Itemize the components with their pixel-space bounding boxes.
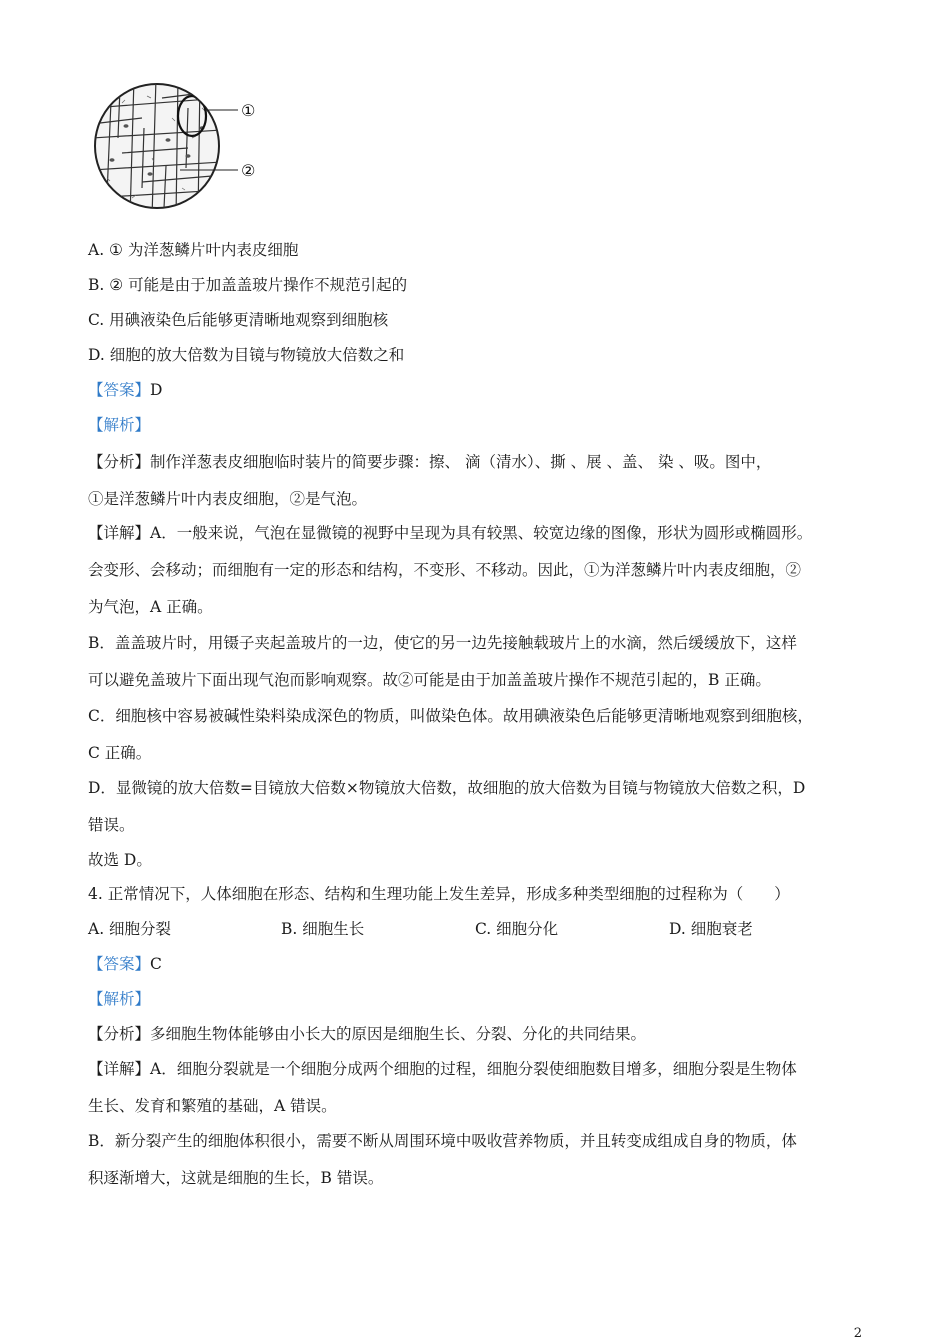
- q3-xiangjie-c-2: C 正确。: [88, 744, 152, 762]
- q3-answer: [88, 379, 162, 401]
- fenxi-tag: 【分析】: [88, 1025, 151, 1043]
- xiangjie-tag: 【详解】: [88, 1060, 151, 1078]
- figure-label-1: ①: [241, 101, 256, 120]
- q3-xiangjie-b-1: B．盖盖玻片时，用镊子夹起盖玻片的一边，使它的另一边先接触载玻片上的水滴，然后缓缓放下，这样: [88, 634, 797, 652]
- q4-xiangjie-a-1: [88, 1058, 797, 1080]
- q4-option-c: C. 细胞分化: [475, 920, 559, 938]
- q4-stem: 4. 正常情况下，人体细胞在形态、结构和生理功能上发生差异，形成多种类型细胞的过程称为（ ）: [88, 885, 790, 903]
- q4-xiangjie-b-1: B．新分裂产生的细胞体积很小，需要不断从周围环境中吸收营养物质，并且转变成组成自身的物质，体: [88, 1132, 797, 1150]
- fenxi-text: 制作洋葱表皮细胞临时装片的简要步骤：擦、 滴（清水）、撕 、展 、盖、 染 、吸。图中，: [150, 453, 772, 471]
- q3-fenxi-line-1: [88, 451, 771, 473]
- q3-option-a: A. ① 为洋葱鳞片叶内表皮细胞: [88, 241, 299, 259]
- q3-analysis-tag: [88, 414, 150, 436]
- q4-option-a: A. 细胞分裂: [88, 920, 172, 938]
- q3-xiangjie-d-1: D．显微镜的放大倍数=目镜放大倍数×物镜放大倍数，故细胞的放大倍数为目镜与物镜放大倍数之积，D: [88, 779, 806, 797]
- analysis-tag: 【解析】: [88, 416, 151, 434]
- q4-option-d: D. 细胞衰老: [669, 920, 753, 938]
- answer-tag: 【答案】: [88, 955, 151, 973]
- q3-option-c: C. 用碘液染色后能够更清晰地观察到细胞核: [88, 311, 389, 329]
- q4-fenxi: [88, 1023, 646, 1045]
- answer-tag: 【答案】: [88, 381, 151, 399]
- q3-fenxi-line-2: ①是洋葱鳞片叶内表皮细胞，②是气泡。: [88, 490, 368, 508]
- q4-option-b: B. 细胞生长: [281, 920, 365, 938]
- page-number: 2: [853, 1326, 862, 1341]
- xiangjie-tag: 【详解】: [88, 524, 151, 542]
- q4-analysis-tag: [88, 988, 150, 1010]
- q3-option-b: B. ② 可能是由于加盖盖玻片操作不规范引起的: [88, 276, 408, 294]
- q4-answer: [88, 953, 162, 975]
- q3-xiangjie-a-3: 为气泡，A 正确。: [88, 598, 213, 616]
- analysis-tag: 【解析】: [88, 990, 151, 1008]
- fenxi-text: 多细胞生物体能够由小长大的原因是细胞生长、分裂、分化的共同结果。: [150, 1025, 647, 1043]
- q3-xiangjie-b-2: 可以避免盖玻片下面出现气泡而影响观察。故②可能是由于加盖盖玻片操作不规范引起的，B 正确。: [88, 671, 771, 689]
- q3-conclusion: 故选 D。: [88, 851, 152, 869]
- q3-xiangjie-a-2: 会变形、会移动；而细胞有一定的形态和结构，不变形、不移动。因此，①为洋葱鳞片叶内表皮细胞，②: [88, 561, 802, 579]
- answer-value: C: [150, 955, 162, 973]
- q4-xiangjie-a-2: 生长、发育和繁殖的基础，A 错误。: [88, 1097, 337, 1115]
- q4-xiangjie-b-2: 积逐渐增大，这就是细胞的生长，B 错误。: [88, 1169, 384, 1187]
- q3-xiangjie-c-1: C．细胞核中容易被碱性染料染成深色的物质，叫做染色体。故用碘液染色后能够更清晰地观察到细胞核，: [88, 707, 813, 725]
- fenxi-tag: 【分析】: [88, 453, 151, 471]
- figure-label-2: ②: [241, 161, 256, 180]
- xiangjie-text: A．细胞分裂就是一个细胞分成两个细胞的过程，细胞分裂使细胞数目增多，细胞分裂是生物体: [150, 1060, 797, 1078]
- answer-value: D: [150, 381, 163, 399]
- onion-cell-micrograph: [92, 78, 272, 218]
- q3-xiangjie-a-1: [88, 522, 812, 544]
- q3-xiangjie-d-2: 错误。: [88, 816, 135, 834]
- xiangjie-text: A．一般来说，气泡在显微镜的视野中呈现为具有较黑、较宽边缘的图像，形状为圆形或椭圆形。: [150, 524, 813, 542]
- q3-option-d: D. 细胞的放大倍数为目镜与物镜放大倍数之和: [88, 346, 405, 364]
